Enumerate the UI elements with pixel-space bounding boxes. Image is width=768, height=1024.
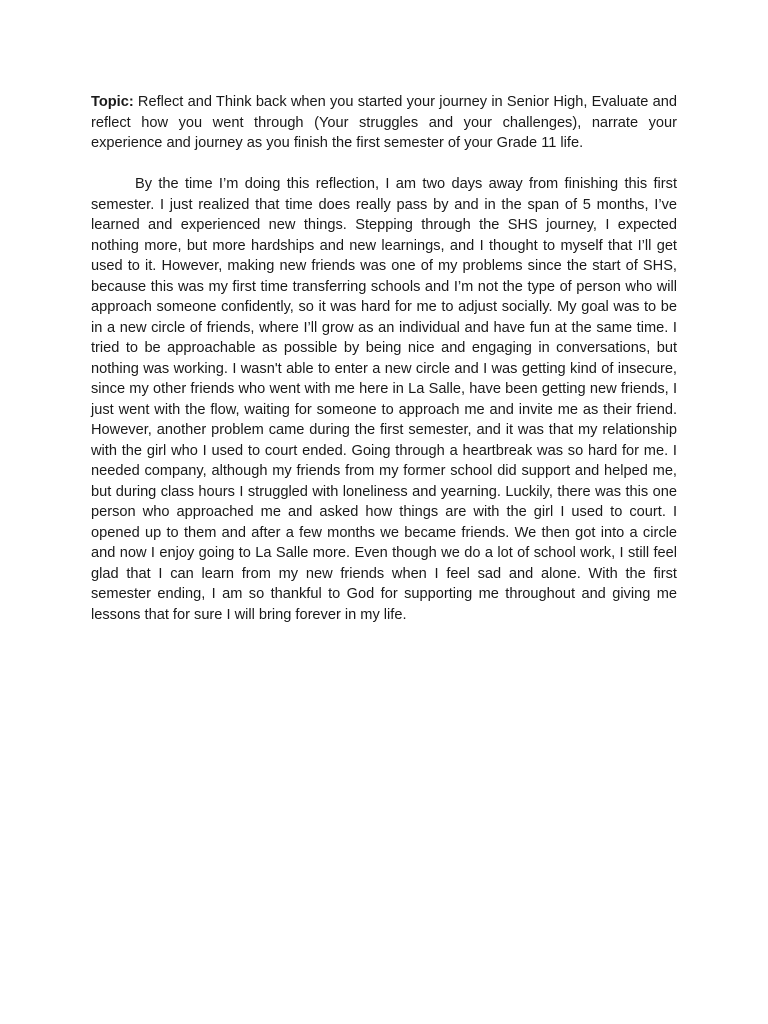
topic-label: Topic: bbox=[91, 94, 134, 110]
document-content bbox=[91, 92, 677, 625]
topic-text: Reflect and Think back when you started your journey in Senior High, Evaluate and reflect how you went through (Your struggles and your challenges), narrate your experience and journey as you finish the first semester of your Grade 11 life. bbox=[91, 94, 677, 151]
reflection-paragraph: By the time I’m doing this reflection, I am two days away from finishing this first semester. I just realized that time does really pass by and in the span of 5 months, I’ve learned and experienced new things. Stepping through the SHS journey, I expected nothing more, but more hardships and new learnings, and I thought to myself that I’ll get used to it. However, making new friends was one of my problems since the start of SHS, because this was my first time transferring schools and I’m not the type of person who will approach someone confidently, so it was hard for me to adjust socially. My goal was to be in a new circle of friends, where I’ll grow as an individual and have fun at the same time. I tried to be approachable as possible by being nice and engaging in conversations, but nothing was working. I wasn't able to enter a new circle and I was getting kind of insecure, since my other friends who went with me here in La Salle, have been getting new friends, I just went with the flow, waiting for someone to approach me and invite me as their friend. However, another problem came during the first semester, and it was that my relationship with the girl who I used to court ended. Going through a heartbreak was so hard for me. I needed company, although my friends from my former school did support and helped me, but during class hours I struggled with loneliness and yearning. Luckily, there was this one person who approached me and asked how things are with the girl I used to court. I opened up to them and after a few months we became friends. We then got into a circle and now I enjoy going to La Salle more. Even though we do a lot of school work, I still feel glad that I can learn from my new friends when I feel sad and alone. With the first semester ending, I am so thankful to God for supporting me throughout and giving me lessons that for sure I will bring forever in my life. bbox=[91, 176, 677, 623]
topic-paragraph bbox=[91, 92, 677, 154]
